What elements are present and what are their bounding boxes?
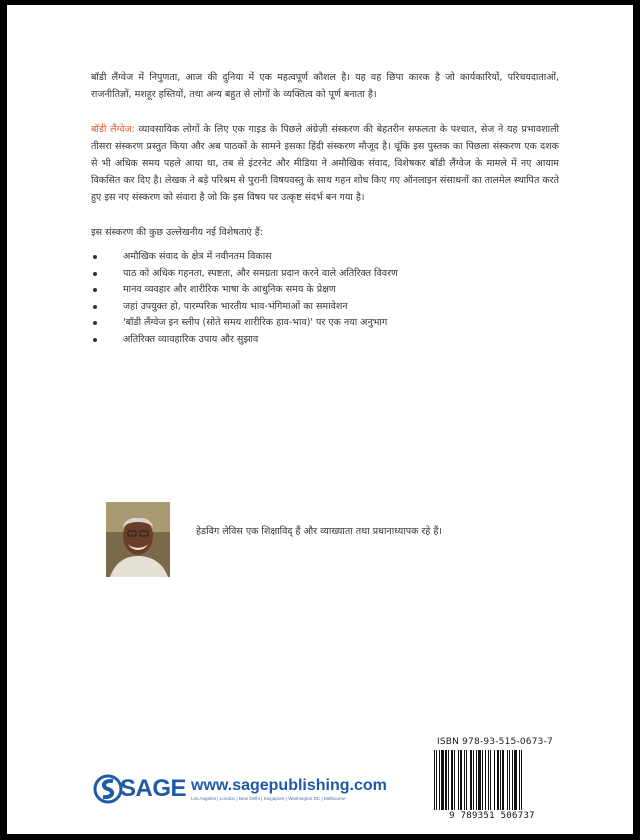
barcode-bar	[490, 750, 491, 810]
barcode-bar	[485, 750, 486, 810]
barcode-bar	[439, 750, 440, 810]
barcode-bar	[460, 750, 462, 810]
author-bio: हेडविग लेविस एक शिक्षाविद् हैं और व्याख्याता तथा प्रधानाध्यापक रहे हैं।	[196, 526, 443, 537]
barcode-bar	[497, 750, 499, 810]
sage-logo	[93, 772, 393, 808]
barcode-bar	[519, 750, 520, 810]
barcode-bar	[478, 750, 481, 810]
barcode-bar	[514, 750, 517, 810]
barcode-bar	[441, 750, 444, 810]
bullet-icon	[93, 338, 97, 342]
bullet-icon	[93, 272, 97, 276]
barcode-bar	[482, 750, 483, 810]
list-item: अतिरिक्त व्यावहारिक उपाय और सुझाव	[91, 332, 559, 349]
bullet-icon	[93, 255, 97, 259]
book-title-highlight: बॉडी लैंग्वेज:	[91, 124, 135, 135]
barcode-bar	[458, 750, 459, 810]
barcode-bar	[512, 750, 513, 810]
barcode-bar	[473, 750, 474, 810]
barcode-bar	[445, 750, 447, 810]
barcode-bar	[466, 750, 467, 810]
list-item: मानव व्यवहार और शारीरिक भाषा के आधुनिक समय के प्रेक्षण	[91, 282, 559, 299]
list-item: जहां उपयुक्त हो, पारम्परिक भारतीय भाव-भंगिमाओं का समावेशन	[91, 299, 559, 316]
barcode-bar	[464, 750, 465, 810]
barcode-bar	[494, 750, 495, 810]
barcode-bar	[500, 750, 501, 810]
barcode-bar	[509, 750, 510, 810]
bullet-icon	[93, 321, 97, 325]
bullet-icon	[93, 288, 97, 292]
barcode-bar	[521, 750, 522, 810]
barcode-bar	[436, 750, 437, 810]
barcode	[432, 750, 552, 810]
description	[91, 69, 559, 349]
author-portrait-icon	[106, 502, 170, 577]
publisher-cities: Los Angeles | London | New Delhi | Singapore | Washington DC | Melbourne	[191, 796, 346, 801]
back-cover	[7, 5, 633, 834]
barcode-bar	[454, 750, 455, 810]
barcode-bar	[448, 750, 449, 810]
bullet-icon	[93, 305, 97, 309]
intro-paragraph: बॉडी लैंग्वेज में निपुणता, आज की दुनिया में एक महत्वपूर्ण कौशल है। यह वह छिपा कारक है जो कार्यकारियों, परिचयदाताओं, राजनीतिज्ञों, मशहूर हस्तियों, तथा अन्य बहुत से लोगों के व्यक्तित्व को पूर्ण बनाता है।	[91, 72, 559, 100]
barcode-bar	[507, 750, 508, 810]
barcode-bar	[470, 750, 472, 810]
edition-paragraph-text: व्यावसायिक लोगों के लिए एक गाइड के पिछले अंग्रेज़ी संस्करण की बेहतरीन सफलता के पश्चात, सेज ने यह प्रभावशाली तीसरा संस्करण प्रस्तुत किया और अब पाठकों के सामने इसका हिंदी संस्करण मौजूद है। चूंकि इस पुस्तक का पिछला संस्करण एक दशक से भी अधिक समय पहले आया था, तब से इंटरनेट और मीडिया ने अमौखिक संवाद, विशेषकर बॉडी लैंग्वेज के मामले में नए आयाम विकसित कर दिए है। लेखक ने बड़े परिश्रम से पुरानी विषयवस्तु के साथ गहन शोध किए गए ऑनलाइन संसाधनों का तालमेल स्थापित करते हुए इस नए संस्करण को संवारा है जो कि इस विषय पर उत्कृष्ट संदर्भ बन गया है।	[91, 124, 559, 203]
barcode-number: 9 789351 506737	[449, 811, 535, 821]
publisher-name: SAGE	[120, 775, 187, 802]
features-list	[91, 249, 559, 349]
barcode-bar	[451, 750, 453, 810]
barcode-bar	[434, 750, 435, 810]
author-section	[106, 502, 546, 582]
list-item: 'बॉडी लैंग्वेज इन स्लीप (सोते समय शारीरिक हाव-भाव)' पर एक नया अनुभाग	[91, 315, 559, 332]
barcode-bar	[502, 750, 504, 810]
features-intro: इस संस्करण की कुछ उल्लेखनीय नई विशेषताएं हैं:	[91, 227, 264, 238]
edition-paragraph	[91, 121, 559, 206]
publisher-url[interactable]: www.sagepublishing.com	[191, 777, 387, 794]
barcode-bar	[488, 750, 489, 810]
list-item: अमौखिक संवाद के क्षेत्र में नवीनतम विकास	[91, 249, 559, 266]
isbn-label: ISBN 978-93-515-0673-7	[437, 737, 553, 747]
author-photo	[106, 502, 170, 577]
list-item: पाठ को अधिक गहनता, स्पष्टता, और समग्रता प्रदान करने वाले अतिरिक्त विवरण	[91, 266, 559, 283]
barcode-bar	[476, 750, 477, 810]
